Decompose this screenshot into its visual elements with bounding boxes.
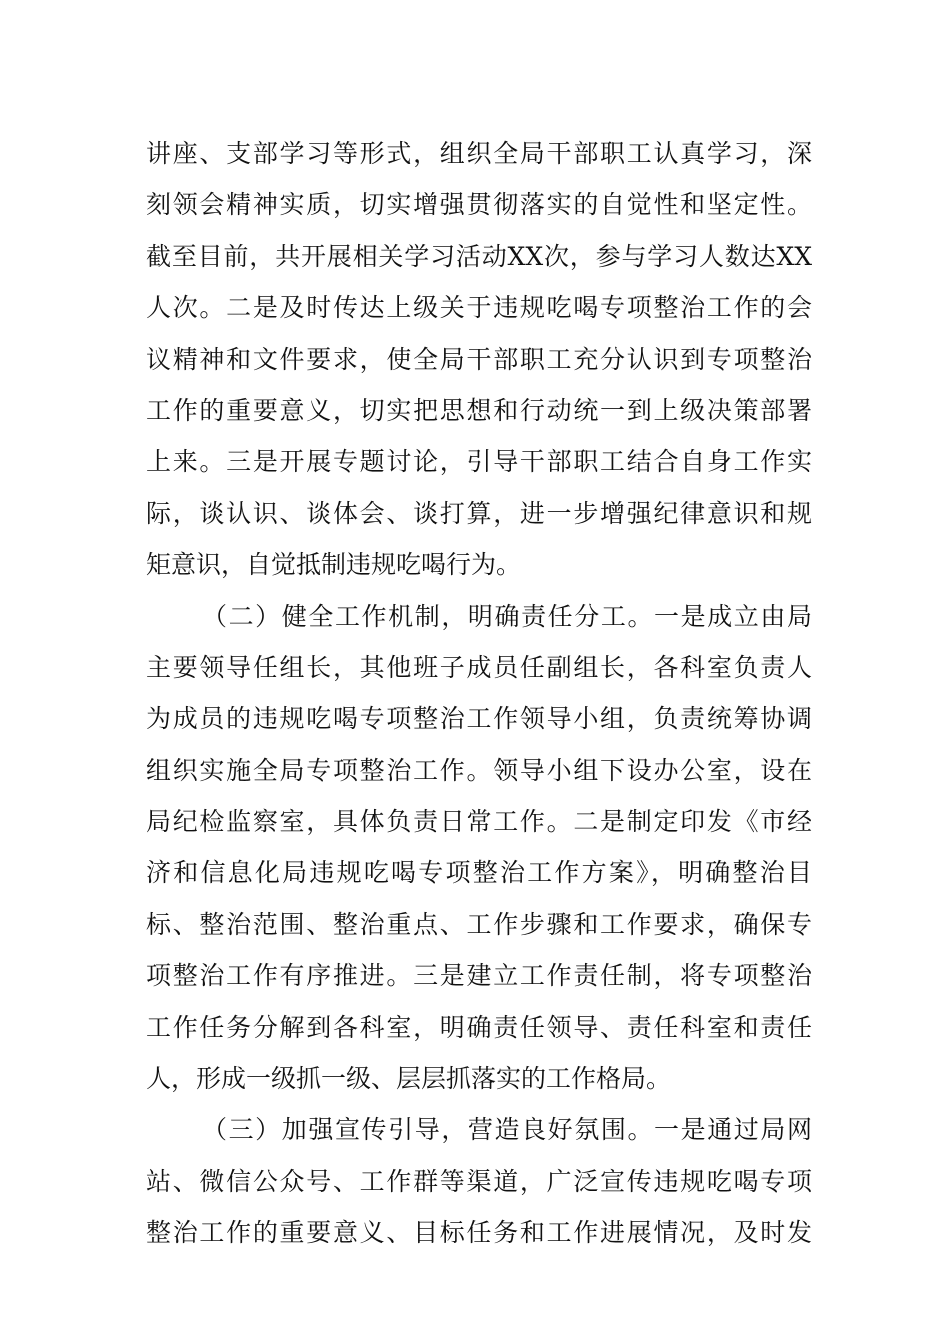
document-body bbox=[146, 128, 812, 1259]
text-line: 讲座、支部学习等形式，组织全局干部职工认真学习，深 bbox=[146, 139, 812, 168]
text-line: 整治工作的重要意义、目标任务和工作进展情况，及时发 bbox=[146, 1218, 812, 1248]
paragraph-first-line: （三）加强宣传引导，营造良好氛围。一是通过局网 bbox=[202, 1115, 812, 1145]
text-line: 工作的重要意义，切实把思想和行动统一到上级决策部署 bbox=[146, 395, 812, 425]
text-line: 组织实施全局专项整治工作。领导小组下设办公室，设在 bbox=[146, 755, 812, 785]
text-line: 刻领会精神实质，切实增强贯彻落实的自觉性和坚定性。 bbox=[146, 190, 812, 220]
text-line: 局纪检监察室，具体负责日常工作。二是制定印发《市经 bbox=[146, 807, 812, 837]
text-line: 际，谈认识、谈体会、谈打算，进一步增强纪律意识和规 bbox=[146, 498, 812, 528]
text-line: 为成员的违规吃喝专项整治工作领导小组，负责统筹协调 bbox=[146, 704, 812, 734]
text-line: 矩意识，自觉抵制违规吃喝行为。 bbox=[146, 550, 522, 580]
text-line: 济和信息化局违规吃喝专项整治工作方案》，明确整治目 bbox=[146, 858, 812, 888]
text-line: 人，形成一级抓一级、层层抓落实的工作格局。 bbox=[146, 1064, 672, 1094]
text-line: 标、整治范围、整治重点、工作步骤和工作要求，确保专 bbox=[146, 909, 812, 939]
paragraph-first-line: （二）健全工作机制，明确责任分工。一是成立由局 bbox=[202, 601, 812, 631]
text-line: 人次。二是及时传达上级关于违规吃喝专项整治工作的会 bbox=[146, 293, 812, 323]
text-line: 项整治工作有序推进。三是建立工作责任制，将专项整治 bbox=[146, 961, 812, 991]
text-line: 站、微信公众号、工作群等渠道，广泛宣传违规吃喝专项 bbox=[146, 1166, 812, 1196]
text-line: 议精神和文件要求，使全局干部职工充分认识到专项整治 bbox=[146, 344, 812, 374]
text-line: 截至目前，共开展相关学习活动XX次，参与学习人数达XX bbox=[146, 241, 812, 271]
text-line: 上来。三是开展专题讨论，引导干部职工结合自身工作实 bbox=[146, 447, 812, 477]
text-line: 工作任务分解到各科室，明确责任领导、责任科室和责任 bbox=[146, 1012, 812, 1042]
text-line: 主要领导任组长，其他班子成员任副组长，各科室负责人 bbox=[146, 652, 812, 682]
